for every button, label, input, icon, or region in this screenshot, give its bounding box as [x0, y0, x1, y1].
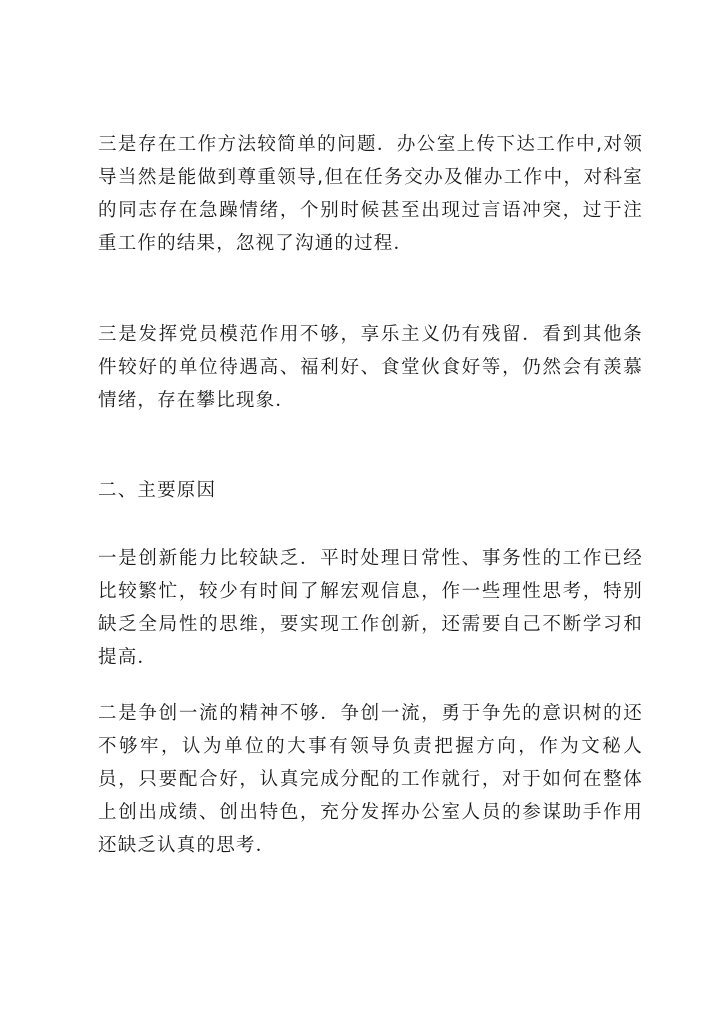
paragraph-party-member-issue: 三是发挥党员模范作用不够，享乐主义仍有残留．看到其他条件较好的单位待遇高、福利好、食堂伙食好等，仍然会有羡慕情绪，存在攀比现象． [98, 324, 643, 411]
section-heading-main-causes: 二、主要原因 [98, 480, 217, 501]
paragraph-excellence-cause: 二是争创一流的精神不够．争创一流，勇于争先的意识树的还不够牢，认为单位的大事有领导负责把握方向，作为文秘人员，只要配合好，认真完成分配的工作就行，对于如何在整体上创出成绩、创出特色，充分发挥办公室人员的参谋助手作用还缺乏认真的思考． [98, 703, 643, 856]
paragraph-innovation-cause: 一是创新能力比较缺乏．平时处理日常性、事务性的工作已经比较繁忙，较少有时间了解宏观信息，作一些理性思考，特别缺乏全局性的思维，要实现工作创新，还需要自己不断学习和提高． [98, 548, 643, 668]
paragraph-method-issue: 三是存在工作方法较简单的问题．办公室上传下达工作中,对领导当然是能做到尊重领导,但在任务交办及催办工作中，对科室的同志存在急躁情绪，个别时候甚至出现过言语冲突，过于注重工作的结果，忽视了沟通的过程． [98, 134, 643, 254]
